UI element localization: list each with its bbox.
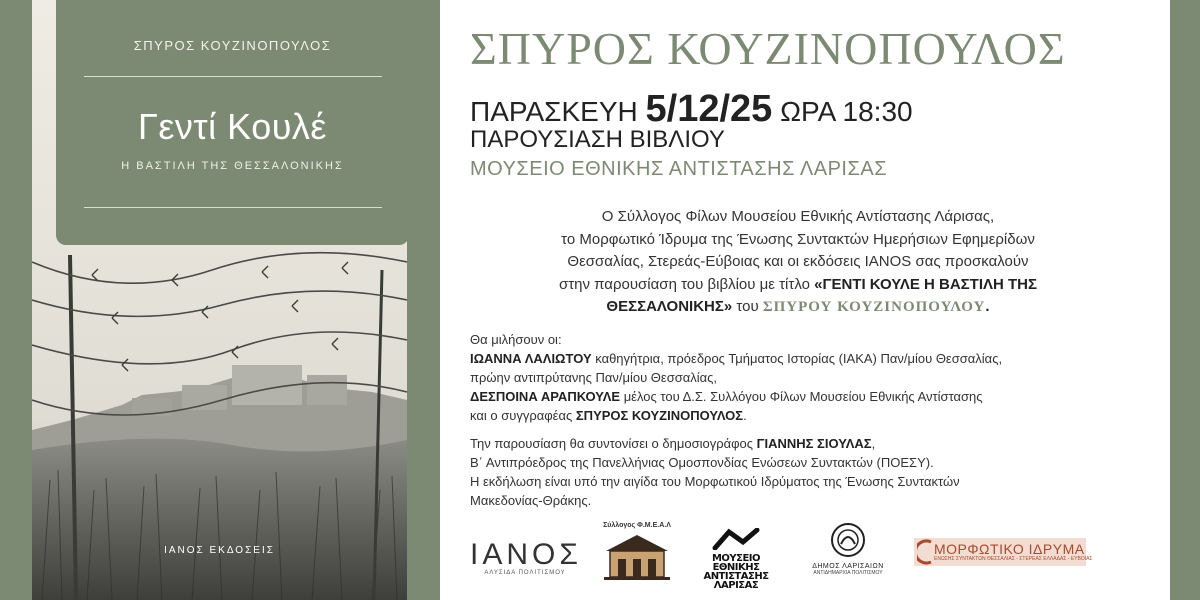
invitation-line: το Μορφωτικό Ίδρυμα της Ένωσης Συντακτών Ημερήσιων Εφημερίδων	[561, 230, 1035, 248]
ianos-logo-tag: ΑΛΥΣΙΔΑ ΠΟΛΙΤΙΣΜΟΥ	[484, 570, 566, 576]
event-day: ΠΑΡΑΣΚΕΥΗ	[470, 96, 638, 127]
moderator-post: ,	[871, 436, 876, 451]
cover-subtitle: Η ΒΑΣΤΙΛΗ ΤΗΣ ΘΕΣΣΑΛΟΝΙΚΗΣ	[121, 160, 344, 172]
cover-title-panel	[56, 0, 409, 245]
morfotiko-idryma-logo	[914, 538, 1093, 566]
moderator-name: ΓΙΑΝΝΗΣ ΣΙΟΥΛΑΣ	[756, 436, 872, 451]
cover-rule-top	[84, 76, 382, 77]
cover-rule-bottom	[84, 207, 382, 208]
ianos-logo-name: ΙΑΝΟΣ	[470, 538, 582, 571]
moderator-pre: Την παρουσίαση θα συντονίσει ο δημοσιογράφος	[470, 436, 757, 451]
event-date-line	[470, 88, 913, 131]
cover-author: ΣΠΥΡΟΣ ΚΟΥΖΙΝΟΠΟΥΛΟΣ	[133, 38, 332, 53]
speaker-line	[470, 387, 1160, 406]
speaker-name: ΔΕΣΠΟΙΝΑ ΑΡΑΠΚΟΥΛΕ	[470, 389, 621, 404]
moderator-line	[470, 434, 1160, 453]
museum-logo-line: ΛΑΡΙΣΑΣ	[713, 580, 759, 591]
author-genitive: ΣΠΥΡΟΥ ΚΟΥΖΙΝΟΠΟΥΛΟΥ	[762, 299, 986, 315]
dimos-logo-name: ΔΗΜΟΣ ΛΑΡΙΣΑΙΩΝ	[812, 563, 884, 570]
speakers-block	[470, 330, 1160, 425]
speaker-desc: μέλος του Δ.Σ. Συλλόγου Φίλων Μουσείου Εθνικής Αντίστασης	[620, 389, 983, 404]
invitation-line	[458, 274, 1138, 297]
book-title-part2: ΘΕΣΣΑΛΟΝΙΚΗΣ»	[606, 298, 733, 315]
event-author-heading: ΣΠΥΡΟΣ ΚΟΥΖΙΝΟΠΟΥΛΟΣ	[470, 23, 1066, 74]
invitation-pre: στην παρουσίαση του βιβλίου με τίτλο	[558, 275, 815, 293]
moderator-block	[470, 434, 1160, 510]
cover-title: Γεντί Κουλέ	[138, 106, 327, 147]
event-time: ΩΡΑ 18:30	[780, 96, 913, 127]
museum-logo-line: ΜΟΥΣΕΙΟ	[711, 553, 761, 564]
speaker-end: .	[743, 408, 747, 423]
right-sage-band	[1170, 0, 1200, 600]
event-venue: ΜΟΥΣΕΙΟ ΕΘΝΙΚΗΣ ΑΝΤΙΣΤΑΣΗΣ ΛΑΡΙΣΑΣ	[470, 158, 888, 180]
speaker-line	[470, 406, 1160, 425]
moderator-line: Β΄ Αντιπρόεδρος της Πανελλήνιας Ομοσπονδίας Ενώσεων Συντακτών (ΠΟΕΣΥ).	[470, 455, 934, 470]
invitation-end: .	[985, 298, 990, 315]
invitation-line: Ο Σύλλογος Φίλων Μουσείου Εθνικής Αντίστασης Λάρισας,	[601, 208, 995, 225]
moderator-line: Μακεδονίας-Θράκης.	[470, 493, 592, 508]
book-title-part1: «ΓΕΝΤΙ ΚΟΥΛΕ Η ΒΑΣΤΙΛΗ ΤΗΣ	[814, 275, 1038, 293]
museum-logo-line: ΕΘΝΙΚΗΣ	[712, 562, 760, 573]
museum-emblem-icon	[709, 528, 763, 550]
ianos-logo	[470, 540, 580, 576]
museum-logo	[700, 528, 772, 590]
fmeal-logo-name: Σύλλογος Φ.Μ.Ε.Α.Λ	[603, 522, 671, 529]
cover-publisher: ΙΑΝΟΣ ΕΚΔΟΣΕΙΣ	[164, 545, 275, 556]
fmeal-logo	[598, 522, 676, 586]
dimos-logo-sub: ΑΝΤΙΔΗΜΑΡΧΙΑ ΠΟΛΙΤΙΣΜΟΥ	[813, 570, 883, 576]
municipality-seal-icon	[828, 522, 868, 558]
mi-logo-sub: ΕΝΩΣΗΣ ΣΥΝΤΑΚΤΩΝ ΘΕΣΣΑΛΙΑΣ - ΣΤΕΡΕΑΣ ΕΛΛΑΔΑΣ - ΕΥΒΟΙΑΣ	[934, 556, 1093, 562]
dimos-larisaion-logo	[808, 522, 888, 576]
invitation-of: του	[732, 298, 763, 315]
event-type: ΠΑΡΟΥΣΙΑΣΗ ΒΙΒΛΙΟΥ	[470, 126, 725, 153]
foundation-emblem-icon	[917, 539, 933, 565]
event-date: 5/12/25	[645, 88, 773, 130]
museum-logo-line: ΑΝΤΙΣΤΑΣΗΣ	[703, 571, 769, 582]
speaker-line	[470, 349, 1160, 368]
invitation-line: Θεσσαλίας, Στερεάς-Εύβοιας και οι εκδόσεις ΙΑΝΟS σας προσκαλούν	[567, 253, 1029, 270]
moderator-line: Η εκδήλωση είναι υπό την αιγίδα του Μορφωτικού Ιδρύματος της Ένωσης Συντακτών	[470, 474, 960, 489]
speaker-name: ΙΩΑΝΝΑ ΛΑΛΙΩΤΟΥ	[470, 351, 592, 366]
invitation-text	[458, 206, 1138, 319]
invitation-line	[458, 296, 1138, 319]
speaker-desc: καθηγήτρια, πρόεδρος Τμήματος Ιστορίας (ΙΑΚΑ) Παν/μίου Θεσσαλίας,	[591, 351, 1003, 366]
speaker-pre: και ο συγγραφέας	[470, 408, 576, 423]
speaker-name: ΣΠΥΡΟΣ ΚΟΥΖΙΝΟΠΟΥΛΟΣ	[575, 408, 744, 423]
speakers-intro: Θα μιλήσουν οι:	[470, 332, 562, 347]
mi-logo-name: ΜΟΡΦΩΤΙΚΟ ΙΔΡΥΜΑ	[934, 541, 1085, 557]
speaker-desc-cont: πρώην αντιπρύτανης Παν/μίου Θεσσαλίας,	[470, 370, 718, 385]
museum-building-icon	[602, 529, 672, 581]
